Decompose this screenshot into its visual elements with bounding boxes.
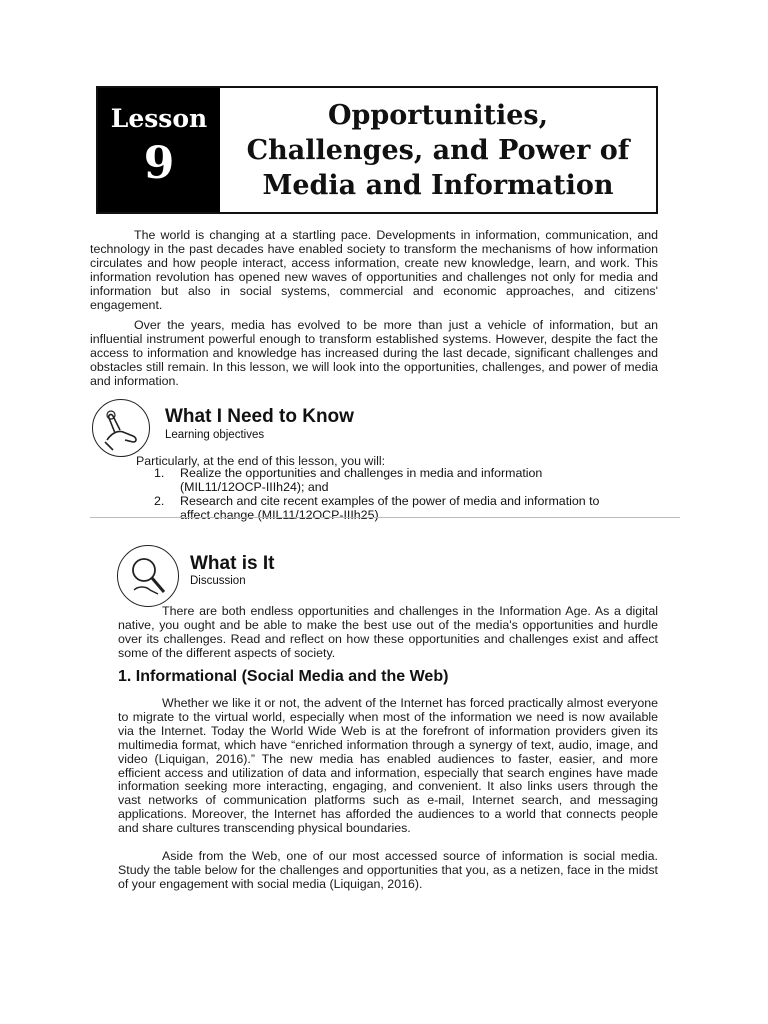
objective-number: 1.: [154, 466, 165, 480]
page-divider: [90, 517, 680, 518]
section-title: What is It: [190, 553, 275, 574]
magnifying-glass-icon: [117, 545, 179, 607]
lesson-label: Lesson: [110, 104, 208, 133]
intro-paragraph: Over the years, media has evolved to be more than just a vehicle of information, but an influential instrument powerful enough to transform established systems. However, despite the fact the access to information and knowledge has increased during the last decade, significant challenges and obstacles still remain. In this lesson, we will look into the opportunities, challenges, and power of media and information.: [90, 318, 658, 388]
objective-code: affect change (MIL11/12OCP-IIIh25): [180, 508, 379, 522]
objective-item: [154, 466, 654, 494]
subsection-heading: 1. Informational (Social Media and the Web): [118, 668, 449, 685]
lesson-number: 9: [143, 138, 175, 189]
objectives-list: [154, 466, 654, 522]
objective-code: (MIL11/12OCP-IIIh24); and: [180, 480, 329, 494]
lesson-badge: [98, 88, 220, 212]
lesson-title-line: Media and Information: [262, 169, 614, 201]
objective-text: Realize the opportunities and challenges in media and information: [180, 466, 543, 480]
section-subtitle: Learning objectives: [165, 429, 265, 441]
lesson-header: [96, 86, 658, 214]
lesson-title: [220, 88, 656, 212]
objective-text: Research and cite recent examples of the power of media and information to: [180, 494, 600, 508]
discussion-paragraph: Aside from the Web, one of our most accessed source of information is social media. Study the table below for the challenges and opportunities that you, as a netizen, face in the midst of your engagement with social media (Liquigan, 2016).: [118, 849, 658, 891]
discussion-paragraph: There are both endless opportunities and challenges in the Information Age. As a digital native, you ought and be able to make the best use out of the media's opportunities and hurdle over its challenges. Read and reflect on how these opportunities and challenges exist and affect some of the different aspects of society.: [118, 604, 658, 660]
pointing-hand-icon: [92, 399, 150, 457]
discussion-paragraph: Whether we like it or not, the advent of the Internet has forced practically almost everyone to migrate to the virtual world, especially when most of the information we need is now available via the Internet. Today the World Wide Web is at the forefront of information providers given its multimedia format, which have “enriched information through a synergy of text, audio, image, and video (Liquigan, 2016).” The new media has enabled audiences to faster, easier, and more efficient access and utilization of data and information, especially that search engines have made information seeking more interacting, engaging, and convenient. It also links users through the vast networks of communication platforms such as e-mail, Internet search, and messaging applications. Moreover, the Internet has afforded the audiences to a world that connects people and share cultures transcending physical boundaries.: [118, 696, 658, 836]
objectives-lead: Particularly, at the end of this lesson, you will:: [136, 454, 386, 468]
lesson-title-line: Opportunities,: [327, 99, 548, 131]
objective-number: 2.: [154, 494, 165, 508]
lesson-title-line: Challenges, and Power of: [246, 134, 630, 166]
section-title: What I Need to Know: [165, 406, 354, 427]
section-subtitle: Discussion: [190, 575, 246, 587]
intro-paragraph: The world is changing at a startling pace. Developments in information, communication, and technology in the past decades have enabled society to transform the mechanisms of how information circulates and how people interact, access information, create new knowledge, learn, and work. This information revolution has opened new waves of opportunities and challenges not only for media and information but also in social systems, commercial and economic approaches, and citizens' engagement.: [90, 228, 658, 312]
